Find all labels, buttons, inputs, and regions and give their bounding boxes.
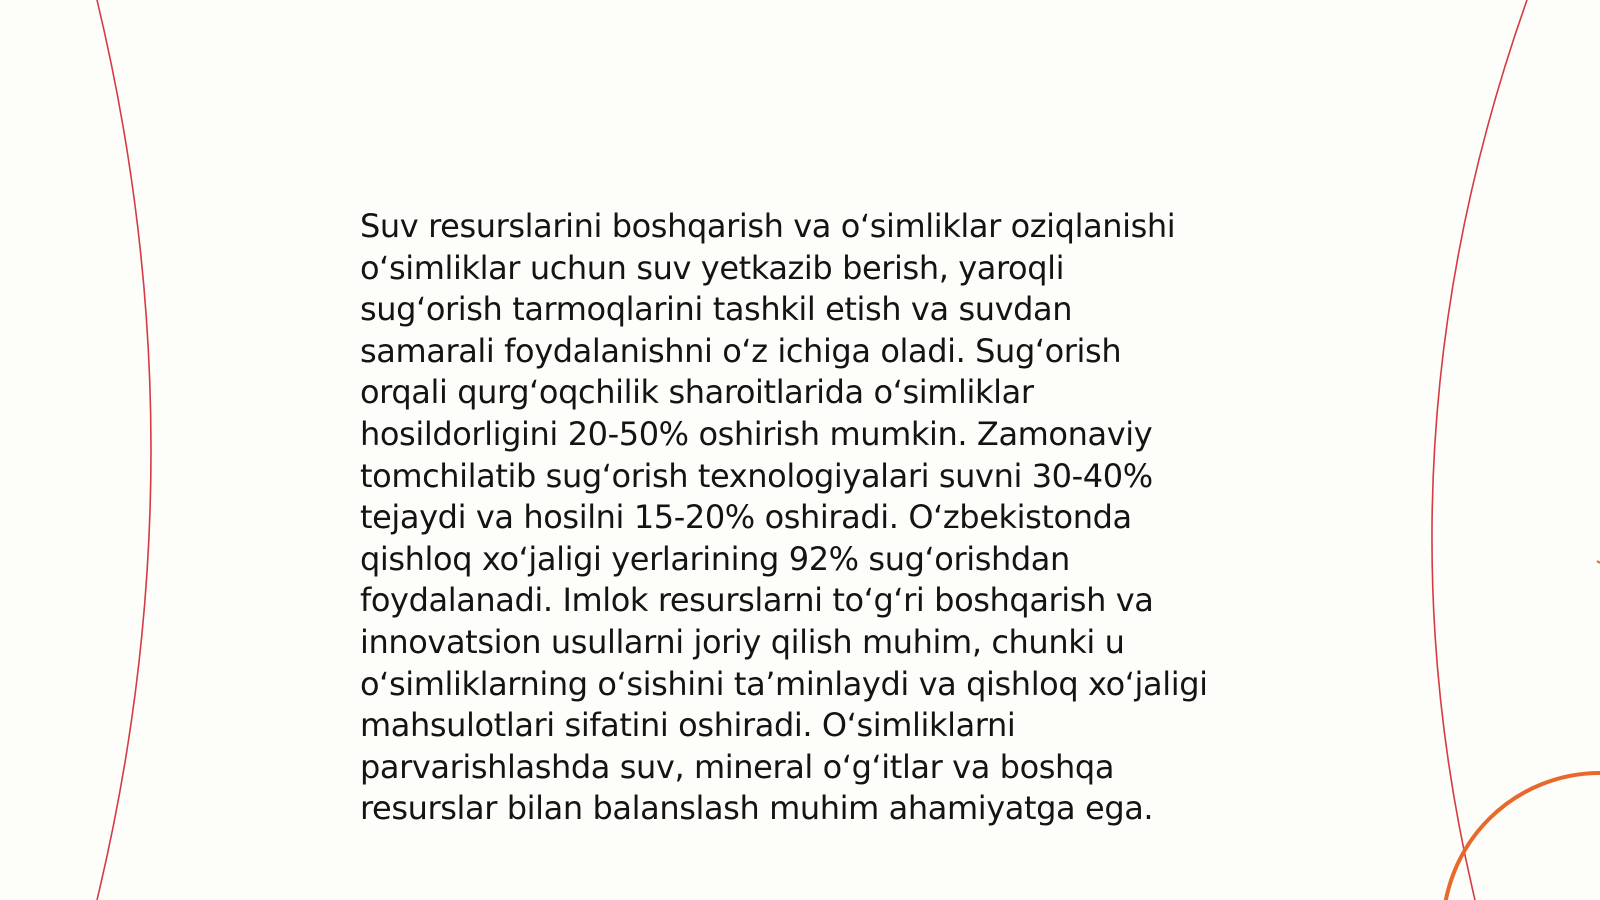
left-arc-line [97,0,151,900]
paragraph-line: resurslar bilan balanslash muhim ahamiyatga ega. [360,789,1154,828]
paragraph-line: foydalanadi. Imlok resurslarni toʻgʻri boshqarish va [360,581,1154,620]
paragraph-line: samarali foydalanishni oʻz ichiga oladi. Sugʻorish [360,331,1122,370]
paragraph-line: mahsulotlari sifatini oshiradi. Oʻsimliklarni [360,706,1016,745]
paragraph-line: tejaydi va hosilni 15-20% oshiradi. Oʻzbekistonda [360,498,1132,537]
paragraph-line: orqali qurgʻoqchilik sharoitlarida oʻsimliklar [360,373,1034,412]
orange-accent-arc [1443,773,1600,900]
paragraph-line: parvarishlashda suv, mineral oʻgʻitlar va boshqa [360,747,1115,786]
paragraph-line: oʻsimliklarning oʻsishini taʼminlaydi va qishloq xoʻjaligi [360,664,1208,703]
paragraph-line: tomchilatib sugʻorish texnologiyalari suvni 30-40% [360,456,1153,495]
right-arc-line [1432,0,1527,900]
slide-paragraph [360,206,1240,830]
paragraph-line: oʻsimliklar uchun suv yetkazib berish, yaroqli [360,248,1065,287]
paragraph-line: sugʻorish tarmoqlarini tashkil etish va suvdan [360,290,1073,329]
paragraph-line: qishloq xoʻjaligi yerlarining 92% sugʻorishdan [360,539,1070,578]
paragraph-line: Suv resurslarini boshqarish va oʻsimliklar oziqlanishi [360,207,1176,245]
paragraph-line: innovatsion usullarni joriy qilish muhim, chunki u [360,622,1125,661]
paragraph-line: hosildorligini 20-50% oshirish mumkin. Zamonaviy [360,414,1153,453]
